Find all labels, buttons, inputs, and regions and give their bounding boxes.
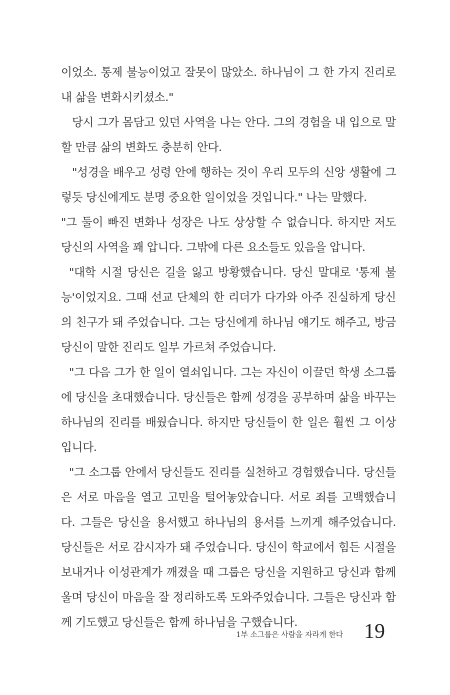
page-number: 19 xyxy=(364,619,385,643)
paragraph-4: "그 둘이 빠진 변화나 성장은 나도 상상할 수 없습니다. 하지만 저도 당신의 사역을 꽤 압니다. 그밖에 다른 요소들도 있음을 압니다. xyxy=(61,215,396,254)
body-text xyxy=(61,60,396,635)
paragraph-7: "그 소그룹 안에서 당신들도 진리를 실천하고 경험했습니다. 당신들은 서로 마음을 열고 고민을 털어놓았습니다. 서로 죄를 고백했습니다. 그들은 당신을 용서했고 하나님의 용서를 느끼게 해주었습니다. 당신들은 서로 감시자가 돼 주었습니다. 당신이 학교에서 힘든 시절을 보내거나 이성관계가 깨졌을 때 그룹은 당신을 지원하고 당신과 함께 울며 당신이 마음을 잘 정리하도록 도와주었습니다. 그들은 당신과 함께 기도했고 당신들은 함께 하나님을 구했습니다. xyxy=(61,465,396,629)
paragraph-3: "성경을 배우고 성령 안에 행하는 것이 우리 모두의 신앙 생활에 그렇듯 당신에게도 분명 중요한 일이었을 것입니다." 나는 말했다. xyxy=(61,165,396,204)
page-footer xyxy=(0,618,385,648)
paragraph-2: 당시 그가 몸담고 있던 사역을 나는 안다. 그의 경험을 내 입으로 말할 만큼 삶의 변화도 충분히 안다. xyxy=(61,115,396,154)
paragraph-6: "그 다음 그가 한 일이 열쇠입니다. 그는 자신이 이끌던 학생 소그룹에 당신을 초대했습니다. 당신들은 함께 성경을 공부하며 삶을 바꾸는 하나님의 진리를 배웠습니다. 하지만 당신들이 한 일은 훨씬 그 이상입니다. xyxy=(61,365,396,454)
paragraph-1: 이었소. 통제 불능이었고 잘못이 많았소. 하나님이 그 한 가지 진리로 내 삶을 변화시키셨소." xyxy=(61,65,396,104)
paragraph-5: "대학 시절 당신은 길을 잃고 방황했습니다. 당신 말대로 '통제 불능'이었지요. 그때 선교 단체의 한 리더가 다가와 아주 진실하게 당신의 친구가 돼 주었습니다. 그는 당신에게 하나님 얘기도 해주고, 방금 당신이 말한 진리도 일부 가르쳐 주었습니다. xyxy=(61,265,396,354)
running-head: 1부 소그룹은 사람을 자라게 한다 xyxy=(236,630,343,639)
